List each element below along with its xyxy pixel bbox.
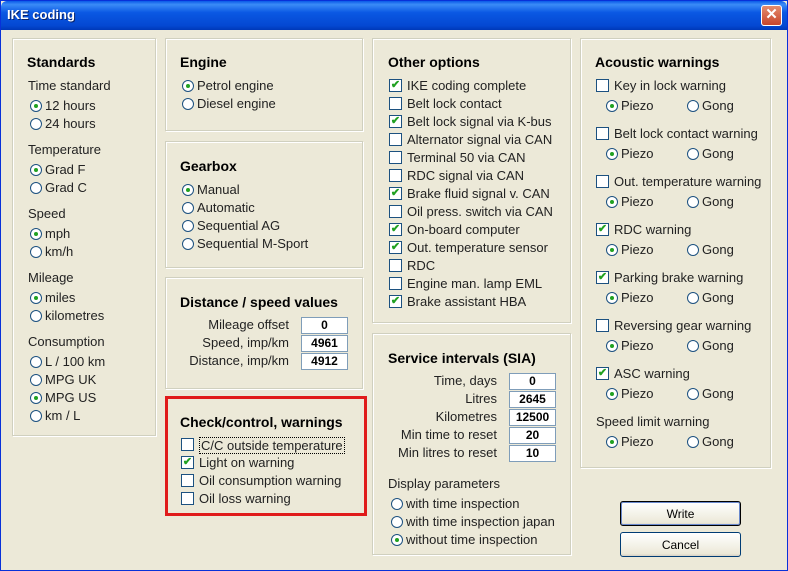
consumption-option-label: MPG UK [45, 372, 97, 387]
service-title: Service intervals (SIA) [388, 350, 536, 366]
gong-option-label: Gong [702, 194, 734, 209]
gong-option-radio[interactable] [687, 292, 699, 304]
service-value-field[interactable]: 0 [509, 373, 556, 390]
other-option-label: Alternator signal via CAN [407, 132, 553, 147]
gong-option-radio[interactable] [687, 388, 699, 400]
time-option-radio[interactable] [30, 118, 42, 130]
service-value-field[interactable]: 10 [509, 445, 556, 462]
gearbox-option-label: Manual [197, 182, 240, 197]
other-options-title: Other options [388, 54, 480, 70]
engine-option-label: Diesel engine [197, 96, 276, 111]
other-option-checkbox[interactable] [389, 133, 402, 146]
temperature-option-radio[interactable] [30, 182, 42, 194]
distance-value-field[interactable]: 0 [301, 317, 348, 334]
gong-option-label: Gong [702, 146, 734, 161]
mileage-option-label: miles [45, 290, 76, 305]
consumption-option-label: L / 100 km [45, 354, 106, 369]
other-option-checkbox[interactable]: ✔ [390, 115, 401, 127]
display-option-label: with time inspection [406, 496, 520, 511]
engine-option-radio[interactable] [182, 98, 194, 110]
acoustic-item-checkbox[interactable]: ✔ [597, 271, 608, 283]
piezo-option-radio[interactable] [606, 100, 618, 112]
acoustic-item-checkbox[interactable] [596, 79, 609, 92]
gong-option-label: Gong [702, 98, 734, 113]
service-value-field[interactable]: 12500 [509, 409, 556, 426]
gong-option-radio[interactable] [687, 244, 699, 256]
other-option-checkbox[interactable]: ✔ [390, 241, 401, 253]
piezo-option-label: Piezo [621, 338, 654, 353]
other-option-checkbox[interactable]: ✔ [390, 187, 401, 199]
service-row-label: Kilometres [435, 409, 497, 424]
check-item-checkbox[interactable] [181, 474, 194, 487]
acoustic-item-label: Key in lock warning [614, 78, 726, 93]
other-option-checkbox[interactable] [389, 151, 402, 164]
check-item-checkbox[interactable] [181, 438, 194, 451]
acoustic-item-checkbox[interactable] [596, 319, 609, 332]
distance-row-label: Distance, imp/km [189, 353, 289, 368]
other-option-label: Belt lock contact [407, 96, 502, 111]
piezo-option-radio[interactable] [606, 388, 618, 400]
other-option-label: Oil press. switch via CAN [407, 204, 553, 219]
mileage-label: Mileage [28, 270, 74, 285]
gong-option-label: Gong [702, 290, 734, 305]
acoustic-item-checkbox[interactable]: ✔ [597, 367, 608, 379]
speed-option-radio[interactable] [30, 246, 42, 258]
display-option-label: with time inspection japan [406, 514, 555, 529]
display-option-label: without time inspection [406, 532, 538, 547]
display-option-radio[interactable] [391, 498, 403, 510]
check-item-checkbox[interactable]: ✔ [182, 456, 193, 468]
engine-title: Engine [180, 54, 227, 70]
speed-option-radio[interactable] [30, 228, 42, 240]
mileage-option-radio[interactable] [30, 292, 42, 304]
gearbox-option-label: Sequential M-Sport [197, 236, 309, 251]
piezo-option-radio[interactable] [606, 196, 618, 208]
piezo-option-radio[interactable] [606, 436, 618, 448]
piezo-option-label: Piezo [621, 146, 654, 161]
engine-option-radio[interactable] [182, 80, 194, 92]
time-option-label: 24 hours [45, 116, 96, 131]
cancel-button[interactable]: Cancel [620, 532, 741, 557]
consumption-option-radio[interactable] [30, 374, 42, 386]
other-option-label: Out. temperature sensor [407, 240, 548, 255]
speed-option-label: mph [45, 226, 71, 241]
temperature-option-label: Grad C [45, 180, 87, 195]
service-row-label: Min time to reset [400, 427, 497, 442]
other-option-checkbox[interactable]: ✔ [390, 79, 401, 91]
acoustic-item-label: Parking brake warning [614, 270, 744, 285]
time-option-label: 12 hours [45, 98, 96, 113]
gong-option-radio[interactable] [687, 436, 699, 448]
acoustic-item-checkbox[interactable] [596, 127, 609, 140]
gearbox-option-radio[interactable] [182, 202, 194, 214]
write-button[interactable]: Write [620, 501, 741, 526]
other-option-checkbox[interactable] [389, 97, 402, 110]
distance-row-label: Mileage offset [208, 317, 289, 332]
consumption-option-radio[interactable] [30, 356, 42, 368]
piezo-option-label: Piezo [621, 242, 654, 257]
consumption-option-label: km / L [45, 408, 81, 423]
gearbox-option-label: Sequential AG [197, 218, 281, 233]
distance-value-field[interactable]: 4912 [301, 353, 348, 370]
piezo-option-label: Piezo [621, 434, 654, 449]
distance-value-field[interactable]: 4961 [301, 335, 348, 352]
acoustic-item-label: ASC warning [614, 366, 690, 381]
acoustic-item-label: Out. temperature warning [614, 174, 762, 189]
other-option-checkbox[interactable] [389, 277, 402, 290]
gong-option-radio[interactable] [687, 148, 699, 160]
gearbox-title: Gearbox [180, 158, 237, 174]
gearbox-option-label: Automatic [197, 200, 255, 215]
distance-title: Distance / speed values [180, 294, 338, 310]
piezo-option-radio[interactable] [606, 340, 618, 352]
piezo-option-radio[interactable] [606, 292, 618, 304]
speed-label: Speed [28, 206, 66, 221]
other-option-label: Brake assistant HBA [407, 294, 527, 309]
service-value-field[interactable]: 20 [509, 427, 556, 444]
title-bar[interactable] [1, 1, 787, 30]
temperature-option-label: Grad F [45, 162, 86, 177]
distance-row-label: Speed, imp/km [202, 335, 289, 350]
other-option-label: Brake fluid signal v. CAN [407, 186, 550, 201]
service-row-label: Time, days [433, 373, 497, 388]
gong-option-label: Gong [702, 242, 734, 257]
piezo-option-label: Piezo [621, 194, 654, 209]
check-item-label: C/C outside temperature [201, 438, 343, 453]
service-value-field[interactable]: 2645 [509, 391, 556, 408]
display-option-radio[interactable] [391, 516, 403, 528]
other-option-checkbox[interactable] [389, 205, 402, 218]
gong-option-label: Gong [702, 434, 734, 449]
consumption-option-label: MPG US [45, 390, 97, 405]
check-item-label: Light on warning [199, 455, 295, 470]
piezo-option-label: Piezo [621, 98, 654, 113]
other-option-checkbox[interactable] [389, 259, 402, 272]
other-option-label: Engine man. lamp EML [407, 276, 543, 291]
acoustic-item-label: RDC warning [614, 222, 692, 237]
consumption-option-radio[interactable] [30, 392, 42, 404]
gearbox-option-radio[interactable] [182, 238, 194, 250]
check-item-label: Oil consumption warning [199, 473, 342, 488]
temperature-option-radio[interactable] [30, 164, 42, 176]
check-item-checkbox[interactable] [181, 492, 194, 505]
piezo-option-label: Piezo [621, 386, 654, 401]
standards-title: Standards [27, 54, 96, 70]
acoustic-item-checkbox[interactable] [596, 175, 609, 188]
service-row-label: Min litres to reset [398, 445, 497, 460]
piezo-option-radio[interactable] [606, 244, 618, 256]
gong-option-label: Gong [702, 338, 734, 353]
time-label: Time standard [28, 78, 111, 93]
piezo-option-label: Piezo [621, 290, 654, 305]
gong-option-radio[interactable] [687, 100, 699, 112]
other-option-label: On-board computer [407, 222, 520, 237]
other-option-checkbox[interactable]: ✔ [390, 295, 401, 307]
other-option-label: IKE coding complete [407, 78, 527, 93]
gong-option-label: Gong [702, 386, 734, 401]
other-option-checkbox[interactable] [389, 169, 402, 182]
acoustic-item-label: Reversing gear warning [614, 318, 752, 333]
check-title: Check/control, warnings [180, 414, 343, 430]
time-option-radio[interactable] [30, 100, 42, 112]
piezo-option-radio[interactable] [606, 148, 618, 160]
gong-option-radio[interactable] [687, 340, 699, 352]
other-option-label: Terminal 50 via CAN [407, 150, 526, 165]
service-row-label: Litres [465, 391, 497, 406]
acoustic-item-label: Belt lock contact warning [614, 126, 758, 141]
display-parameters-label: Display parameters [388, 476, 500, 491]
gong-option-radio[interactable] [687, 196, 699, 208]
consumption-label: Consumption [28, 334, 105, 349]
speed-option-label: km/h [45, 244, 74, 259]
engine-option-label: Petrol engine [197, 78, 274, 93]
other-option-label: RDC [407, 258, 436, 273]
mileage-option-radio[interactable] [30, 310, 42, 322]
gearbox-option-radio[interactable] [182, 184, 194, 196]
mileage-option-label: kilometres [45, 308, 105, 323]
display-option-radio[interactable] [391, 534, 403, 546]
speed-limit-label: Speed limit warning [596, 414, 710, 429]
close-icon[interactable]: ✕ [761, 5, 782, 26]
gearbox-option-radio[interactable] [182, 220, 194, 232]
acoustic-item-checkbox[interactable]: ✔ [597, 223, 608, 235]
window-title: IKE coding [7, 7, 75, 22]
temperature-label: Temperature [28, 142, 101, 157]
other-option-label: Belt lock signal via K-bus [407, 114, 552, 129]
other-option-label: RDC signal via CAN [407, 168, 525, 183]
other-option-checkbox[interactable]: ✔ [390, 223, 401, 235]
consumption-option-radio[interactable] [30, 410, 42, 422]
acoustic-title: Acoustic warnings [595, 54, 720, 70]
check-item-label: Oil loss warning [199, 491, 291, 506]
